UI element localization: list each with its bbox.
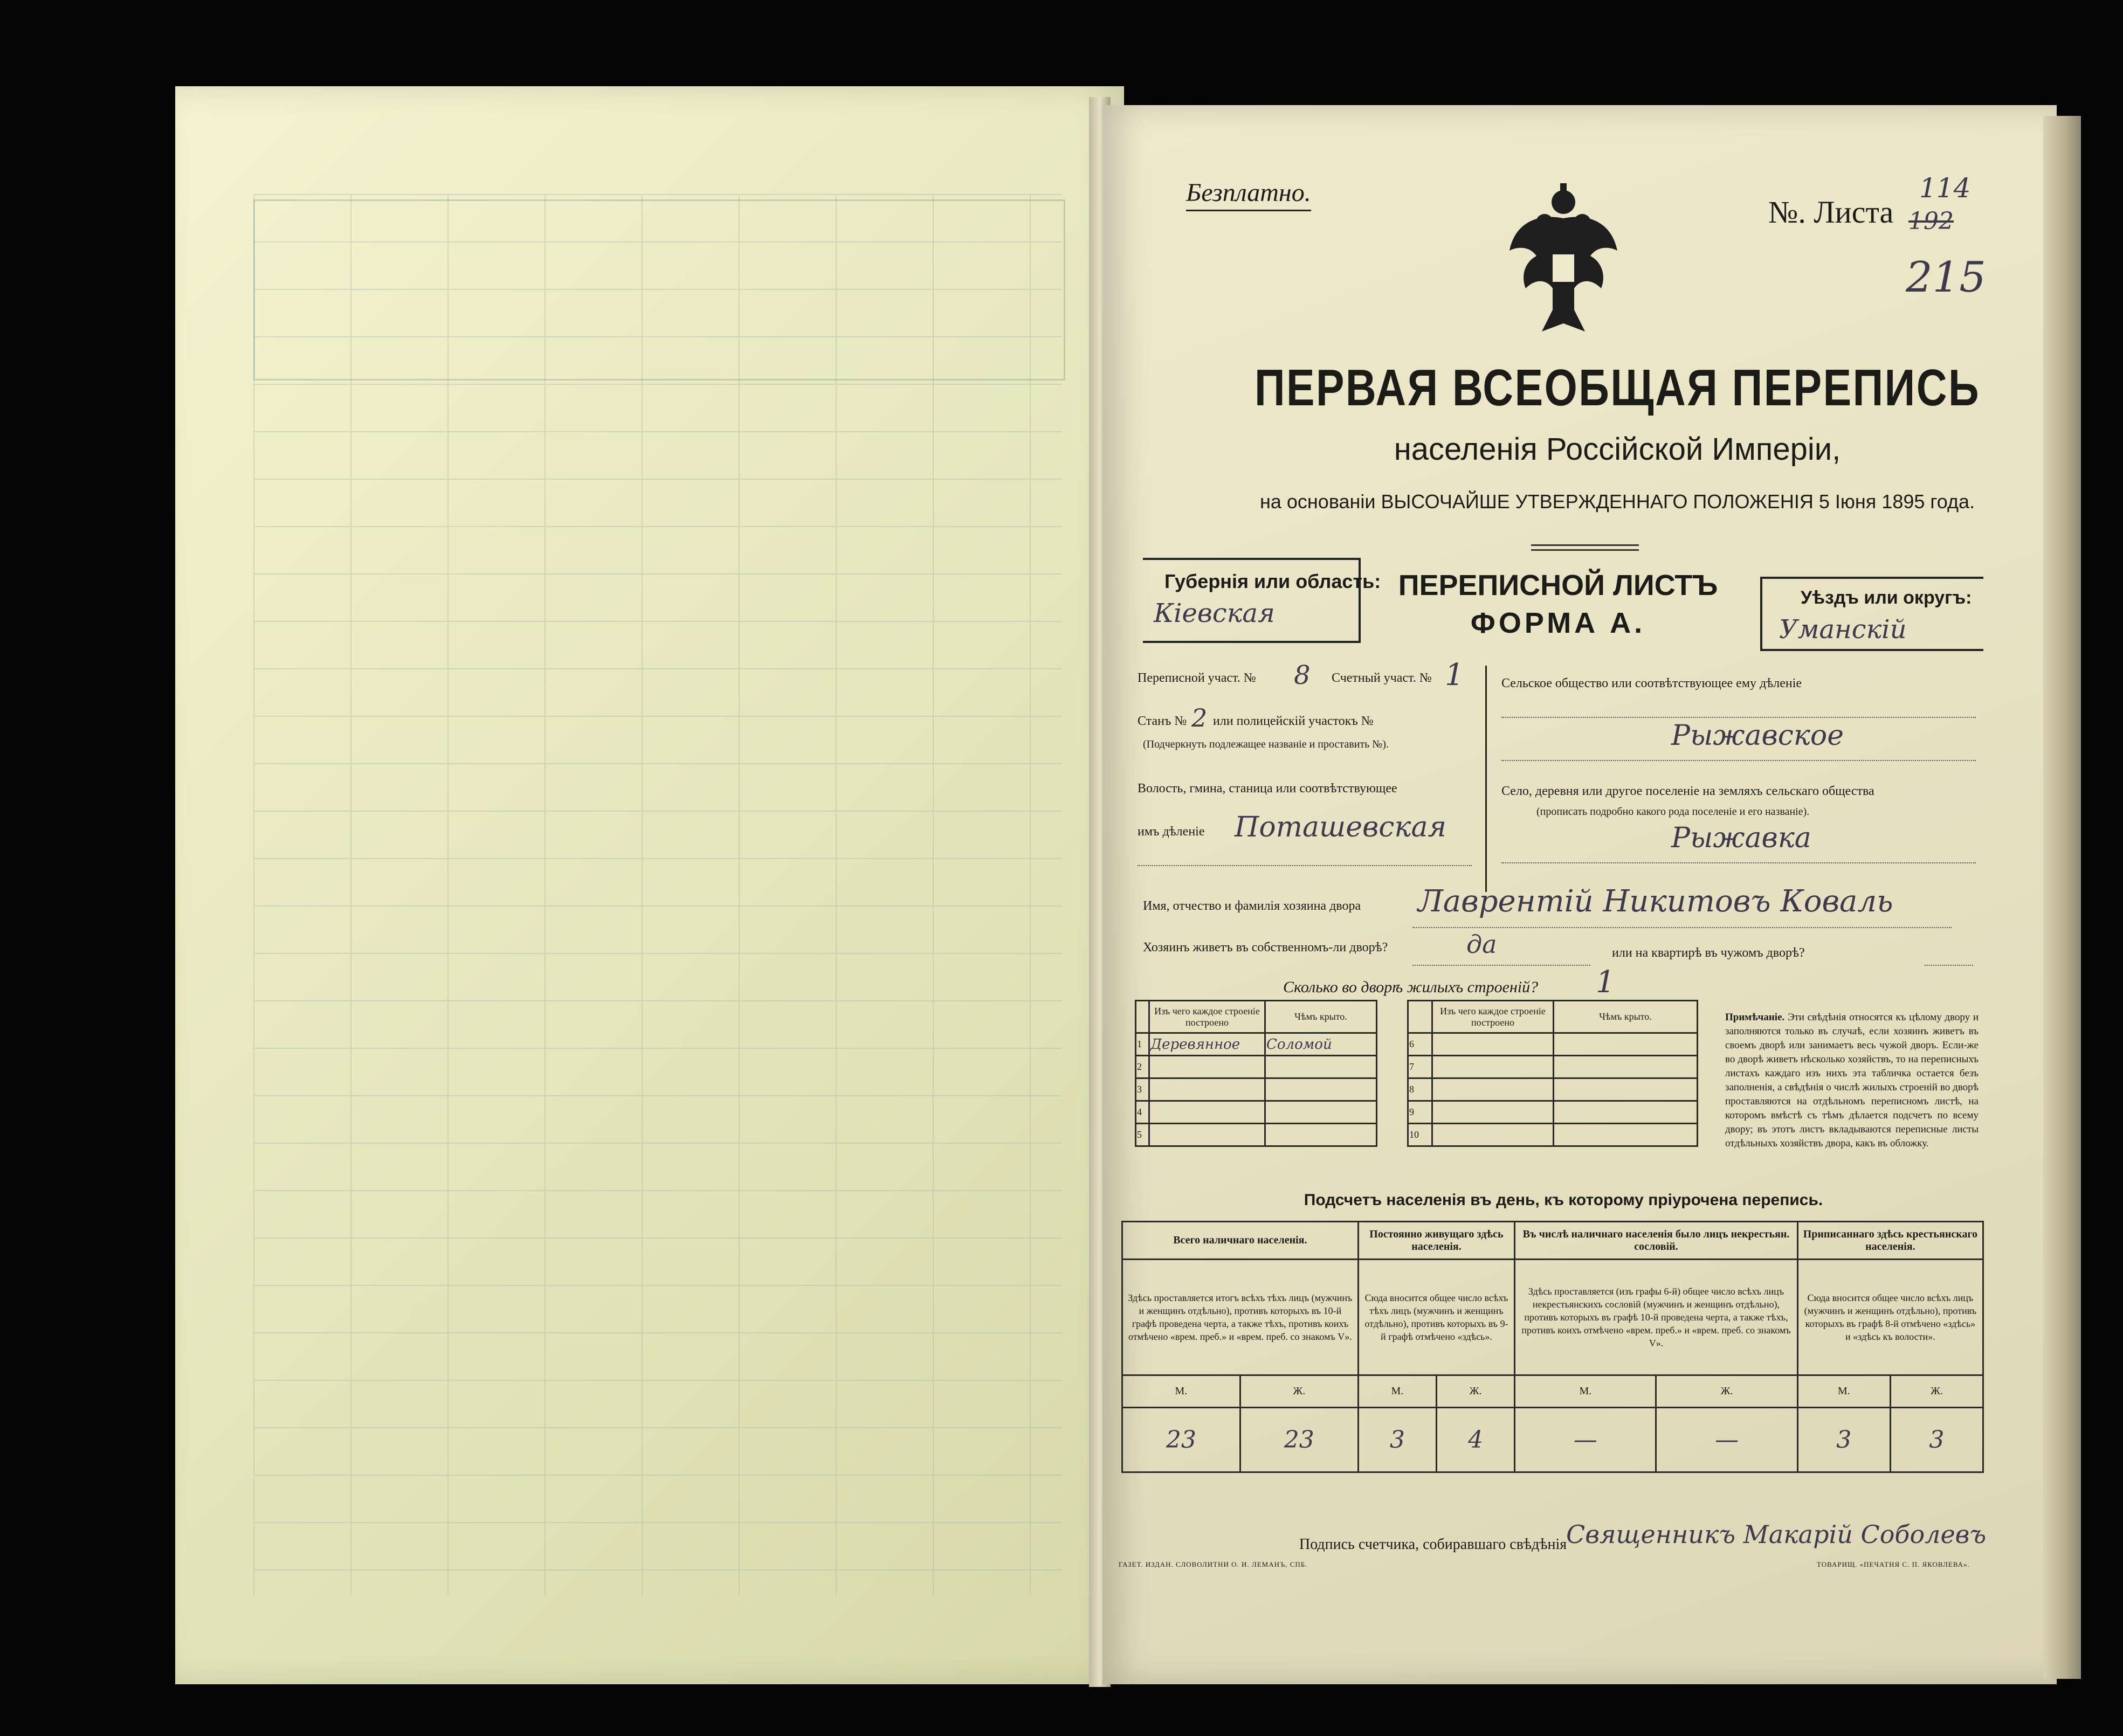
summary-col4-title: Приписаннаго здѣсь крестьянскаго населенія. xyxy=(1797,1222,1983,1260)
row-num: 2 xyxy=(1136,1056,1149,1078)
summary-col3-title: Въ числѣ наличнаго населенія было лицъ некрестьян. сословій. xyxy=(1515,1222,1798,1260)
uezd-label: Уѣздъ или округъ: xyxy=(1801,587,1972,608)
schetny-label: Счетный участ. № xyxy=(1332,671,1432,685)
sheet-number-new: 114 xyxy=(1919,172,1971,204)
m-header: М. xyxy=(1358,1375,1436,1408)
note-heading: Примѣчаніе. xyxy=(1725,1012,1785,1023)
signature-label: Подпись счетчика, собиравшаго свѣдѣнія xyxy=(1299,1536,1567,1553)
zh-header: Ж. xyxy=(1656,1375,1797,1408)
owner-name-line xyxy=(1412,927,1952,928)
stan-rest: или полицейскій участокъ № xyxy=(1213,714,1374,728)
buildings-table-left xyxy=(1135,1000,1377,1147)
census-subtitle: населенія Россійской Имперіи, xyxy=(1394,432,1841,467)
m-header: М. xyxy=(1122,1375,1240,1408)
volost-label: Волость, гмина, станица или соотвѣтствующее xyxy=(1138,781,1397,796)
volost-dotted-line xyxy=(1138,865,1472,866)
owner-own-line xyxy=(1412,965,1590,966)
summary-col2-desc: Сюда вносится общее число всѣхъ тѣхъ лицъ (мужчинъ и женщинъ отдѣльно), противъ которыхъ въ 9-й графѣ отмѣчено «здѣсь». xyxy=(1358,1260,1514,1375)
m-header: М. xyxy=(1797,1375,1890,1408)
registered-female: 3 xyxy=(1890,1408,1983,1472)
buildings-label: Сколько во дворѣ жилыхъ строеній? xyxy=(1283,978,1539,996)
volost-label-2: имъ дѣленіе xyxy=(1138,825,1205,839)
permanent-male: 3 xyxy=(1358,1408,1436,1472)
obshchestvo-value: Рыжавское xyxy=(1671,720,1844,752)
uchastok-label: Переписной участ. № xyxy=(1138,671,1256,685)
col-roof-header: Чѣмъ крыто. xyxy=(1265,1001,1377,1033)
double-headed-eagle-emblem xyxy=(1504,181,1623,342)
registered-male: 3 xyxy=(1797,1408,1890,1472)
permanent-female: 4 xyxy=(1436,1408,1514,1472)
sheet-number-extra: 215 xyxy=(1906,253,1986,302)
material-cell: Деревянное xyxy=(1149,1033,1265,1056)
stan-note: (Подчеркнуть подлежащее названіе и проставить №). xyxy=(1143,738,1389,750)
bleed-through-grid xyxy=(253,194,1062,1595)
row-num: 4 xyxy=(1136,1101,1149,1124)
free-label: Безплатно. xyxy=(1186,178,1311,211)
selo-label: Село, деревня или другое поселеніе на земляхъ сельскаго общества xyxy=(1501,784,1874,798)
volost-value: Поташевская xyxy=(1235,811,1446,843)
gubernia-label: Губернія или область: xyxy=(1164,570,1381,592)
obshchestvo-line-1 xyxy=(1501,717,1976,718)
row-num: 8 xyxy=(1408,1078,1432,1101)
owner-own-value: да xyxy=(1466,930,1497,959)
summary-col3-desc: Здѣсь проставляется (изъ графы 6-й) общее число всѣхъ лицъ некрестьянскихъ сословій (мужчинъ и женщинъ отдѣльно), противъ которыхъ въ графѣ 10-й проведена черта, а также тѣхъ, противъ коихъ отмѣчено «врем. преб.» и «врем. преб. со знакомъ V». xyxy=(1515,1260,1798,1375)
census-title: ПЕРВАЯ ВСЕОБЩАЯ ПЕРЕПИСЬ xyxy=(1254,359,1981,417)
buildings-table-right xyxy=(1407,1000,1698,1147)
summary-heading: Подсчетъ населенія въ день, къ которому пріурочена перепись. xyxy=(1304,1191,1823,1209)
zh-header: Ж. xyxy=(1436,1375,1514,1408)
form-subtitle: ФОРМА А. xyxy=(1470,607,1646,639)
col-material-header-2: Изъ чего каждое строеніе построено xyxy=(1432,1001,1554,1033)
zh-header: Ж. xyxy=(1240,1375,1358,1408)
nonpeasant-female: — xyxy=(1656,1408,1797,1472)
signature-value: Священникъ Макарій Соболевъ xyxy=(1566,1520,1987,1549)
schetny-value: 1 xyxy=(1445,658,1464,693)
form-title: ПЕРЕПИСНОЙ ЛИСТЪ xyxy=(1398,569,1718,601)
owner-rent-line xyxy=(1925,965,1973,966)
selo-line xyxy=(1501,862,1976,863)
imprint-left: ГАЗЕТ. ИЗДАН. СЛОВОЛИТНИ О. И. ЛЕМАНЪ, СПБ. xyxy=(1119,1560,1308,1568)
gubernia-value: Кіевская xyxy=(1154,598,1275,628)
uezd-value: Уманскій xyxy=(1779,614,1907,645)
sheet-number-label: №. Листа xyxy=(1768,195,1894,230)
m-header: М. xyxy=(1515,1375,1656,1408)
col-roof-header-2: Чѣмъ крыто. xyxy=(1554,1001,1698,1033)
roof-cell: Соломой xyxy=(1265,1033,1377,1056)
sheet-number-struck: 192 xyxy=(1908,208,1954,235)
stan-value: 2 xyxy=(1191,703,1208,732)
ornament-divider xyxy=(1531,544,1639,551)
owner-own-label: Хозяинъ живетъ въ собственномъ-ли дворѣ? xyxy=(1143,940,1388,955)
row-num: 1 xyxy=(1136,1033,1149,1056)
row-num: 9 xyxy=(1408,1101,1432,1124)
nonpeasant-male: — xyxy=(1515,1408,1656,1472)
selo-note: (прописать подробно какого рода поселеніе и его названіе). xyxy=(1536,806,1810,818)
row-num: 7 xyxy=(1408,1056,1432,1078)
summary-col1-desc: Здѣсь проставляется итогъ всѣхъ тѣхъ лицъ (мужчинъ и женщинъ отдѣльно), противъ которыхъ въ 10-й графѣ проведена черта, а также тѣхъ, противъ коихъ отмѣчено «врем. преб.» и «врем. преб. со знакомъ V». xyxy=(1122,1260,1359,1375)
owner-name-label: Имя, отчество и фамилія хозяина двора xyxy=(1143,899,1361,913)
owner-name-value: Лаврентій Никитовъ Коваль xyxy=(1418,884,1893,919)
bleed-through-header xyxy=(253,199,1065,381)
note-text: Эти свѣдѣнія относятся къ цѣлому двору и заполняются только въ случаѣ, если хозяинъ живетъ въ своемъ дворѣ или занимаетъ весь чужой дворъ. Если-же во дворѣ живетъ нѣсколько хозяйствъ, то на переписныхъ листахъ каждаго изъ нихъ эта табличка остается безъ заполненія, а свѣдѣнія о числѣ жилыхъ строеній во дворѣ проставляются на отдѣльномъ переписномъ листѣ, на которомъ вмѣстѣ съ тѣмъ дѣлается подсчетъ по всему двору; въ этотъ листъ вкладываются переписные листы отдѣльныхъ хозяйствъ двора, какъ въ обложку. xyxy=(1725,1012,1979,1149)
summary-col4-desc: Сюда вносится общее число всѣхъ лицъ (мужчинъ и женщинъ отдѣльно), противъ которыхъ въ графѣ 8-й отмѣчено «здѣсь» и «здѣсь къ волости». xyxy=(1797,1260,1983,1375)
summary-col1-title: Всего наличнаго населенія. xyxy=(1122,1222,1359,1260)
census-basis: на основаніи ВЫСОЧАЙШЕ УТВЕРЖДЕННАГО ПОЛОЖЕНІЯ 5 Іюня 1895 года. xyxy=(1259,490,1975,513)
summary-col2-title: Постоянно живущаго здѣсь населенія. xyxy=(1358,1222,1514,1260)
row-num: 10 xyxy=(1408,1124,1432,1146)
row-num: 5 xyxy=(1136,1124,1149,1146)
owner-rent-label: или на квартирѣ въ чужомъ дворѣ? xyxy=(1612,946,1805,960)
buildings-value: 1 xyxy=(1596,965,1615,1000)
summary-table xyxy=(1121,1221,1984,1473)
obshchestvo-label: Сельское общество или соотвѣтствующее ему дѣленіе xyxy=(1501,676,1802,690)
stan-label: Станъ № xyxy=(1138,714,1187,728)
uchastok-value: 8 xyxy=(1294,660,1311,690)
col-material-header: Изъ чего каждое строеніе построено xyxy=(1149,1001,1265,1033)
obshchestvo-line-2 xyxy=(1501,760,1976,761)
total-male: 23 xyxy=(1122,1408,1240,1472)
row-num: 6 xyxy=(1408,1033,1432,1056)
zh-header: Ж. xyxy=(1890,1375,1983,1408)
fields-divider xyxy=(1485,666,1487,892)
total-female: 23 xyxy=(1240,1408,1358,1472)
note-block xyxy=(1725,1011,1979,1151)
row-num: 3 xyxy=(1136,1078,1149,1101)
imprint-right: ТОВАРИЩ. «ПЕЧАТНЯ С. П. ЯКОВЛЕВА». xyxy=(1817,1560,1970,1568)
selo-value: Рыжавка xyxy=(1671,822,1811,854)
page-edge-stack xyxy=(2043,116,2081,1679)
